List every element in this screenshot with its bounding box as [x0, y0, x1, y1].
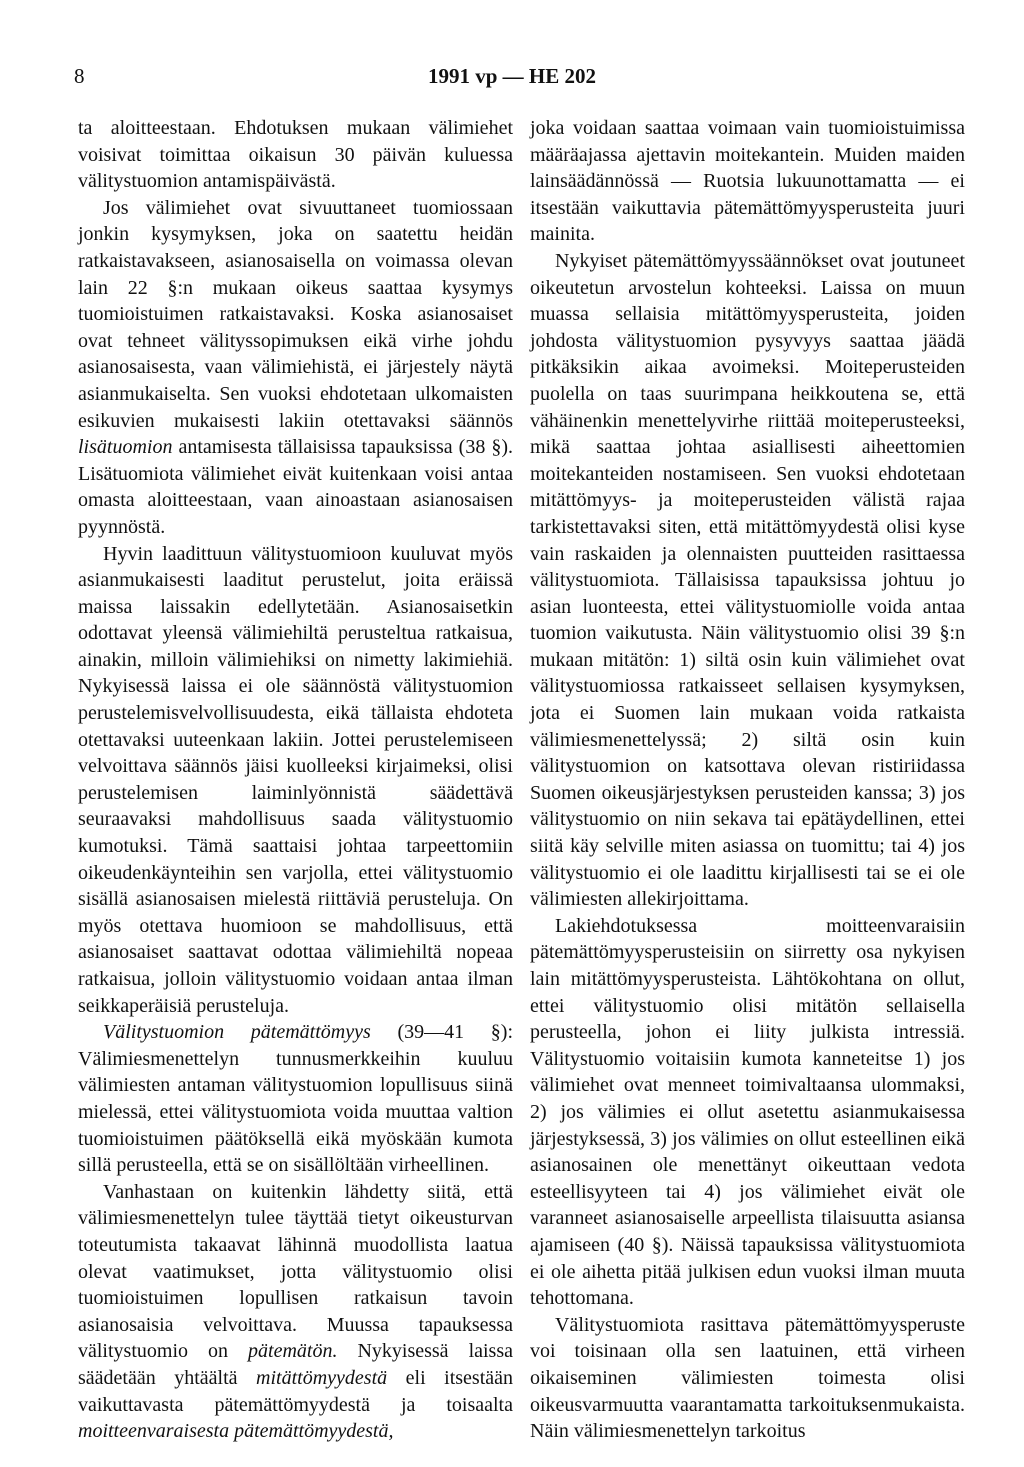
paragraph: Hyvin laadittuun välitystuomioon kuuluvat myös asianmukaisesti laaditut perustelut, joita eräissä maissa laissakin edellytetään. Asianosaisetkin odottavat yleensä välimiehiltä perusteltua ratkaisua, ainakin, milloin välimiehiksi on nimetty lakimiehiä. Nykyisessä laissa ei ole säännöstä välitystuomion perustelemisvelvollisuudesta, eikä tällaista ehdoteta otettavaksi uuteenkaan lakiin. Jottei perustelemiseen velvoittava säännös jäisi kuolleeksi kirjaimeksi, olisi perustelemisen laiminlyönnistä säädettävä seuraavaksi mahdollisuus saada välitystuomio kumotuksi. Tämä saattaisi johtaa tarpeettomiin oikeudenkäynteihin sen varjolla, ettei välitystuomio sisällä asianosaisen mielestä riittäviä perusteluja. On myös otettava huomioon se mahdollisuus, että asianosaiset saattavat odottaa välimiehiltä nopeaa ratkaisua, jolloin välitystuomio voidaan antaa ilman seikkaperäisiä perusteluja. — [78, 542, 513, 1017]
paragraph: Jos välimiehet ovat sivuuttaneet tuomiossaan jonkin kysymyksen, joka on saatettu heidän ratkaistavakseen, asianosaisella on voimassa olevan lain 22 §:n mukaan oikeus saattaa kysymys tuomioistuimen ratkaistavaksi. Koska asianosaiset ovat tehneet välityssopimuksen eikä virhe johdu asianosaisesta, vaan välimiehistä, ei järjestely näytä asianmukaiselta. Sen vuoksi ehdotetaan ulkomaisten esikuvien mukaisesti lakiin otettavaksi säännös lisätuomion antamisesta tällaisissa tapauksissa (38 §). Lisätuomiota välimiehet eivät kuitenkaan voisi antaa omasta aloitteestaan, vaan ainoastaan asianosaisen pyynnöstä. — [78, 196, 513, 538]
left-column — [78, 115, 513, 1445]
paragraph: Vanhastaan on kuitenkin lähdetty siitä, että välimiesmenettelyn tulee täyttää tietyt oikeusturvan toteutumista takaavat lähinnä muodollista laatua olevat vaatimukset, jotta välitystuomio olisi tuomioistuimen lopullisen ratkaisun tavoin asianosaisia velvoittava. Muussa tapauksessa välitystuomio on pätemätön. Nykyisessä laissa säädetään yhtäältä mitättömyydestä eli itsestään vaikuttavasta pätemättömyydestä ja toisaalta moitteenvaraisesta pätemättömyydestä, — [78, 1180, 514, 1443]
italic-term: mitättömyydestä — [256, 1366, 388, 1389]
paragraph: Lakiehdotuksessa moitteenvaraisiin pätemättömyysperusteisiin on siirretty osa nykyisen lain mitättömyysperusteista. Lähtökohtana on ollut, ettei välitystuomio olisi mitätön sellaisella perusteella, johon ei liity julkista intressiä. Välitystuomio voitaisiin kumota kanneteitse 1) jos välimiehet ovat menneet toimivaltaansa ulommaksi, 2) jos välimies ei ollut asetettu asianmukaisessa järjestyksessä, 3) jos välimies on ollut esteellinen eikä asianosainen ole menettänyt oikeuttaan vedota esteellisyyteen tai 4) jos välimiehet eivät ole varanneet asianosaiselle arpeellista tilaisuutta asiansa ajamiseen (40 §). Näissä tapauksissa välitystuomiota ei ole aihetta pitää julkisen edun vuoksi ilman muuta tehottomana. — [530, 914, 965, 1310]
paragraph: Välitystuomiota rasittava pätemättömyysperuste voi toisinaan olla sen laatuinen, että virheen oikaiseminen välimiesten toimesta olisi oikeusvarmuutta vaarantamatta tarkoituksenmukaista. Näin välimiesmenettelyn tarkoitus — [530, 1313, 965, 1443]
right-column — [530, 115, 965, 1445]
italic-term: lisätuomion — [78, 436, 173, 459]
section-heading-italic: Välitystuomion pätemättömyys — [103, 1021, 371, 1044]
italic-term: moitteenvaraisesta pätemättömyydestä, — [78, 1420, 394, 1443]
paragraph: ta aloitteestaan. Ehdotuksen mukaan välimiehet voisivat toimittaa oikaisun 30 päivän kuluessa välitystuomion antamispäivästä. — [78, 117, 513, 193]
page-number: 8 — [74, 64, 85, 88]
paragraph: Nykyiset pätemättömyyssäännökset ovat joutuneet oikeutetun arvostelun kohteeksi. Laissa on muun muassa sellaisia mitättömyysperusteita, joiden johdosta välitystuomion pysyvyys saattaa jäädä pitkäksikin aikaa avoimeksi. Moiteperusteiden puolella on taas suurimpana heikkoutena se, että vähäinenkin menettelyvirhe riittää moiteperusteeksi, mikä saattaa johtaa asiallisesti aiheettomien moitekanteiden nostamiseen. Sen vuoksi ehdotetaan mitättömyys- ja moiteperusteiden välistä rajaa tarkistettavaksi siten, että mitättömyydestä olisi kyse vain raskaiden ja olennaisten puutteiden rasittaessa välitystuomiota. Tällaisissa tapauksissa johtuu jo asian luonteesta, ettei välitystuomiolle voida antaa tuomion vaikutusta. Näin välitystuomio olisi 39 §:n mukaan mitätön: 1) siltä osin kuin välimiehet ovat välitystuomiossa ratkaisseet sellaisen kysymyksen, jota ei Suomen lain mukaan voida ratkaista välimiesmenettelyssä; 2) siltä osin kuin välitystuomion on katsottava olevan ristiriidassa Suomen oikeusjärjestyksen perusteiden kanssa; 3) jos välitystuomio on niin sekava tai epätäydellinen, ettei siitä käy selville miten asiassa on tuomittu; tai 4) jos välitystuomio ei ole laadittu kirjallisesti tai se ei ole välimiesten allekirjoittama. — [530, 249, 965, 911]
paragraph: Välitystuomion pätemättömyys (39—41 §): Välimiesmenettelyn tunnusmerkkeihin kuuluu välimiesten antaman välitystuomion lopullisuus siinä mielessä, ettei välitystuomiota voida muuttaa valtion tuomioistuimen päätöksellä eikä myöskään kumota sillä perusteella, että se on sisällöltään virheellinen. — [78, 1021, 513, 1177]
paragraph: joka voidaan saattaa voimaan vain tuomioistuimissa määräajassa ajettavin moitekantein. Muiden maiden lainsäädännössä — Ruotsia lukuunottamatta — ei itsestään vaikuttavia pätemättömyysperusteita juuri mainita. — [530, 117, 965, 246]
running-title: 1991 vp — HE 202 — [427, 64, 597, 88]
italic-term: pätemätön. — [248, 1340, 338, 1363]
